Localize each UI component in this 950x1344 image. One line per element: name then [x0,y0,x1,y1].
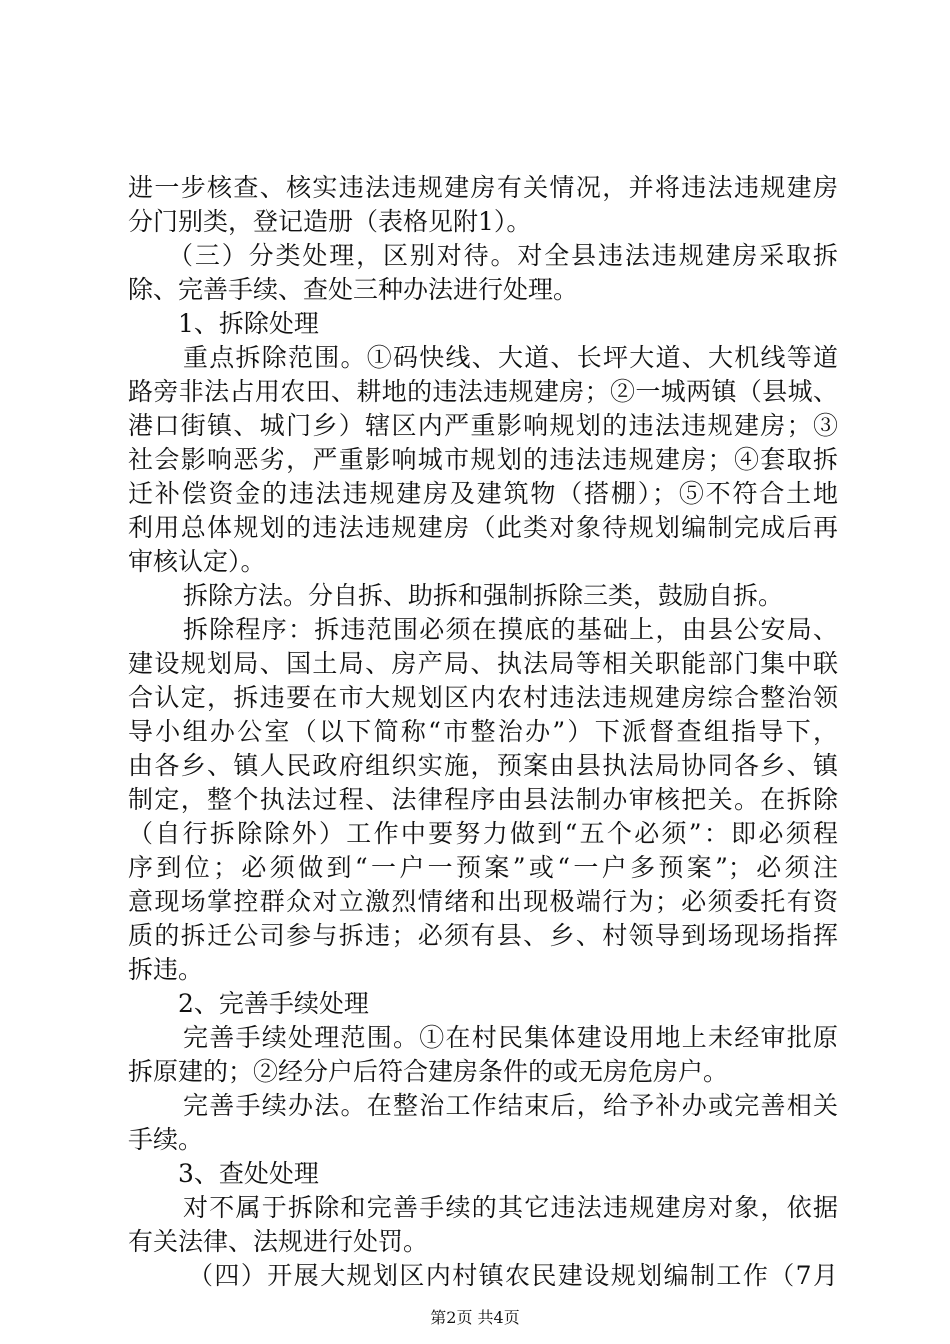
paragraph-line: 对不属于拆除和完善手续的其它违法违规建房对象，依据 [183,1193,838,1222]
section-heading: 3、查处处理 [178,1159,319,1188]
paragraph-line: 有关法律、法规进行处罚。 [128,1227,429,1256]
paragraph-line: 合认定，拆违要在市大规划区内农村违法违规建房综合整治领 [128,683,838,712]
paragraph-line: 完善手续办法。在整治工作结束后，给予补办或完善相关 [183,1091,838,1120]
paragraph-line: 拆除方法。分自拆、助拆和强制拆除三类，鼓励自拆。 [183,581,784,610]
paragraph-line: （四）开展大规划区内村镇农民建设规划编制工作（7月 [188,1261,838,1290]
paragraph-line: 拆除程序：拆违范围必须在摸底的基础上，由县公安局、 [183,615,838,644]
paragraph-line: 进一步核查、核实违法违规建房有关情况，并将违法违规建房 [128,173,838,202]
paragraph-line: 拆违。 [128,955,204,984]
paragraph-line: （自行拆除除外）工作中要努力做到“五个必须”：即必须程 [128,819,838,848]
paragraph-line: 路旁非法占用农田、耕地的违法违规建房；②一城两镇（县城、 [128,377,838,406]
paragraph-line: 导小组办公室（以下简称“市整治办”）下派督查组指导下， [128,717,838,746]
section-heading: 1、拆除处理 [178,309,319,338]
paragraph-line: 迁补偿资金的违法违规建房及建筑物（搭棚）；⑤不符合土地 [128,479,838,508]
paragraph-line: 社会影响恶劣，严重影响城市规划的违法违规建房；④套取拆 [128,445,838,474]
page-number: 第2页 共4页 [430,1308,520,1327]
paragraph-line: 拆原建的；②经分户后符合建房条件的或无房危房户。 [128,1057,729,1086]
paragraph-line: （三）分类处理，区别对待。对全县违法违规建房采取拆 [168,241,838,270]
paragraph-line: 分门别类，登记造册（表格见附1）。 [128,207,532,236]
paragraph-line: 审核认定）。 [128,547,266,576]
paragraph-line: 除、完善手续、查处三种办法进行处理。 [128,275,579,304]
paragraph-line: 意现场掌控群众对立激烈情绪和出现极端行为；必须委托有资 [128,887,838,916]
section-heading: 2、完善手续处理 [178,989,369,1018]
paragraph-line: 制定，整个执法过程、法律程序由县法制办审核把关。在拆除 [128,785,838,814]
paragraph-line: 完善手续处理范围。①在村民集体建设用地上未经审批原 [183,1023,838,1052]
paragraph-line: 由各乡、镇人民政府组织实施，预案由县执法局协同各乡、镇 [128,751,838,780]
paragraph-line: 序到位；必须做到“一户一预案”或“一户多预案”；必须注 [128,853,838,882]
paragraph-line: 质的拆迁公司参与拆违；必须有县、乡、村领导到场现场指挥 [128,921,838,950]
paragraph-line: 港口街镇、城门乡）辖区内严重影响规划的违法违规建房；③ [128,411,838,440]
paragraph-line: 利用总体规划的违法违规建房（此类对象待规划编制完成后再 [128,513,838,542]
paragraph-line: 手续。 [128,1125,204,1154]
paragraph-line: 重点拆除范围。①码快线、大道、长坪大道、大机线等道 [183,343,838,372]
paragraph-line: 建设规划局、国土局、房产局、执法局等相关职能部门集中联 [128,649,838,678]
